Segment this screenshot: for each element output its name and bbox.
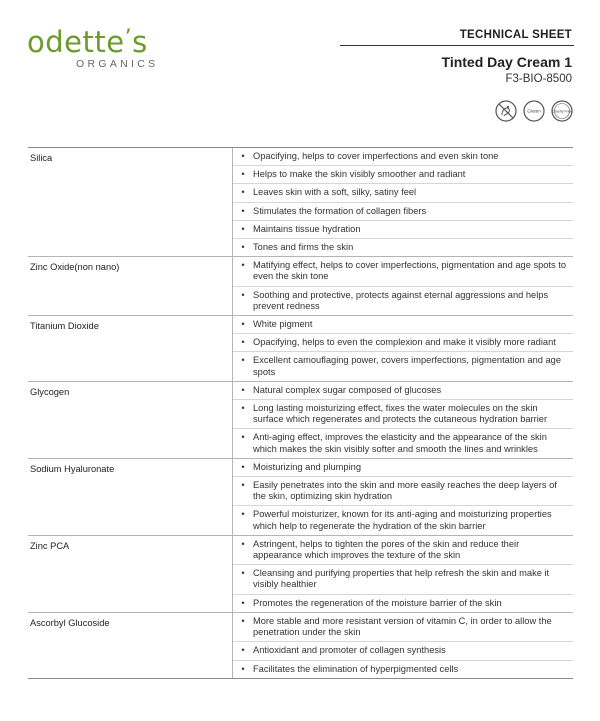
property-text: Helps to make the skin visibly smoother and radiant (253, 169, 466, 180)
logo-wordmark (27, 22, 157, 59)
property-item (233, 642, 573, 660)
property-item (233, 429, 573, 457)
bullet-icon: • (241, 223, 245, 234)
bullet-icon: • (241, 260, 245, 271)
property-text: Opacifying, helps to cover imperfections and even skin tone (253, 151, 499, 161)
bullet-icon: • (241, 319, 245, 330)
property-text: Long lasting moisturizing effect, fixes the water molecules on the skin surface which regenerates and protects the cutaneous hydration barrier (253, 403, 548, 425)
ingredient-name: Glycogen (28, 382, 233, 458)
bullet-icon: • (241, 480, 245, 491)
property-item (233, 536, 573, 565)
property-text: Natural complex sugar composed of glucoses (253, 384, 442, 395)
ingredient-properties (233, 316, 573, 381)
cruelty-free-icon (551, 100, 573, 122)
ingredient-name: Zinc PCA (28, 536, 233, 612)
property-item (233, 203, 573, 221)
property-item (233, 661, 573, 678)
property-text: Opacifying, helps to even the complexion and make it visibly more radiant (253, 337, 556, 348)
product-code: F3-BIO-8500 (505, 73, 572, 85)
property-item (233, 400, 573, 429)
no-animal-testing-icon (495, 100, 517, 122)
property-item (233, 506, 573, 534)
property-item (233, 459, 573, 477)
property-item (233, 166, 573, 184)
property-item (233, 477, 573, 506)
property-item (233, 613, 573, 642)
page-header (0, 0, 600, 140)
logo-name-end: s (132, 25, 148, 59)
ingredient-row (28, 536, 573, 613)
property-item (233, 565, 573, 594)
gluten-free-label: Gluten (527, 108, 541, 114)
bullet-icon: • (241, 461, 245, 472)
property-text: Easily penetrates into the skin and more easily reaches the deep layers of the skin, optimizing skin hydration (253, 480, 557, 502)
logo-subtitle: ORGANICS (76, 58, 159, 70)
ingredient-row (28, 382, 573, 459)
property-text: Soothing and protective, protects against eternal aggressions and helps prevent redness (253, 289, 549, 311)
property-item (233, 239, 573, 256)
bullet-icon: • (241, 337, 245, 348)
property-text: More stable and more resistant version of vitamin C, in order to allow the penetration under the skin (253, 615, 552, 638)
ingredient-row (28, 613, 573, 679)
ingredient-name: Silica (28, 148, 233, 256)
ingredient-properties (233, 382, 573, 458)
property-item (233, 334, 573, 352)
property-item (233, 316, 573, 334)
bullet-icon: • (241, 597, 245, 608)
bullet-icon: • (241, 187, 245, 198)
ingredient-properties (233, 613, 573, 678)
certification-badges (495, 100, 573, 122)
property-text: Anti-aging effect, improves the elasticity and the appearance of the skin which makes the skin visibly softer and smooth the lines and wrinkles (253, 432, 547, 454)
property-text: Stimulates the formation of collagen fibers (253, 205, 427, 216)
bullet-icon: • (241, 289, 245, 300)
property-text: White pigment (253, 319, 313, 330)
bullet-icon: • (241, 615, 245, 626)
property-item (233, 184, 573, 202)
property-item (233, 287, 573, 315)
ingredient-name: Zinc Oxide(non nano) (28, 257, 233, 315)
ingredient-properties (233, 536, 573, 612)
property-item (233, 221, 573, 239)
ingredient-properties (233, 459, 573, 535)
property-item (233, 257, 573, 286)
product-title: Tinted Day Cream 1 (441, 54, 572, 70)
cruelty-free-label: Cruelty Free (552, 109, 572, 114)
bullet-icon: • (241, 432, 245, 443)
property-item (233, 352, 573, 380)
property-text: Astringent, helps to tighten the pores of the skin and reduce their appearance which improves the texture of the skin (253, 538, 520, 561)
property-item (233, 382, 573, 400)
property-text: Promotes the regeneration of the moisture barrier of the skin (253, 597, 502, 608)
bullet-icon: • (241, 355, 245, 366)
bullet-icon: • (241, 645, 245, 656)
gluten-free-icon (523, 100, 545, 122)
property-item (233, 148, 573, 166)
property-text: Antioxidant and promoter of collagen synthesis (253, 645, 446, 656)
bullet-icon: • (241, 568, 245, 579)
ingredient-name: Titanium Dioxide (28, 316, 233, 381)
document-type: TECHNICAL SHEET (459, 29, 572, 41)
bullet-icon: • (241, 403, 245, 414)
ingredient-properties (233, 257, 573, 315)
ingredient-row (28, 316, 573, 382)
ingredient-name: Sodium Hyaluronate (28, 459, 233, 535)
property-text: Facilitates the elimination of hyperpigmented cells (253, 663, 459, 674)
bullet-icon: • (241, 242, 245, 253)
property-text: Leaves skin with a soft, silky, satiny feel (253, 187, 417, 198)
bullet-icon: • (241, 538, 245, 549)
ingredient-row (28, 148, 573, 257)
bullet-icon: • (241, 151, 245, 161)
logo-name-main: odette (27, 25, 125, 59)
property-item (233, 595, 573, 612)
property-text: Powerful moisturizer, known for its anti-aging and moisturizing properties which help to regenerate the hydration of the skin barrier (253, 509, 552, 531)
bullet-icon: • (241, 205, 245, 216)
header-divider (340, 45, 574, 46)
ingredient-row (28, 257, 573, 316)
property-text: Cleansing and purifying properties that help refresh the skin and make it visibly healthier (253, 568, 550, 590)
property-text: Moisturizing and plumping (253, 461, 362, 472)
ingredient-row (28, 459, 573, 536)
bullet-icon: • (241, 509, 245, 520)
logo-apostrophe: ’ (124, 26, 133, 51)
property-text: Matifying effect, helps to cover imperfections, pigmentation and age spots to even the skin tone (253, 260, 566, 282)
bullet-icon: • (241, 384, 245, 395)
property-text: Maintains tissue hydration (253, 223, 361, 234)
property-text: Tones and firms the skin (253, 242, 354, 253)
ingredients-table (28, 147, 573, 679)
property-text: Excellent camouflaging power, covers imperfections, pigmentation and age spots (253, 355, 562, 377)
bullet-icon: • (241, 169, 245, 180)
brand-logo (27, 22, 157, 70)
bullet-icon: • (241, 663, 245, 674)
ingredient-properties (233, 148, 573, 256)
ingredient-name: Ascorbyl Glucoside (28, 613, 233, 678)
